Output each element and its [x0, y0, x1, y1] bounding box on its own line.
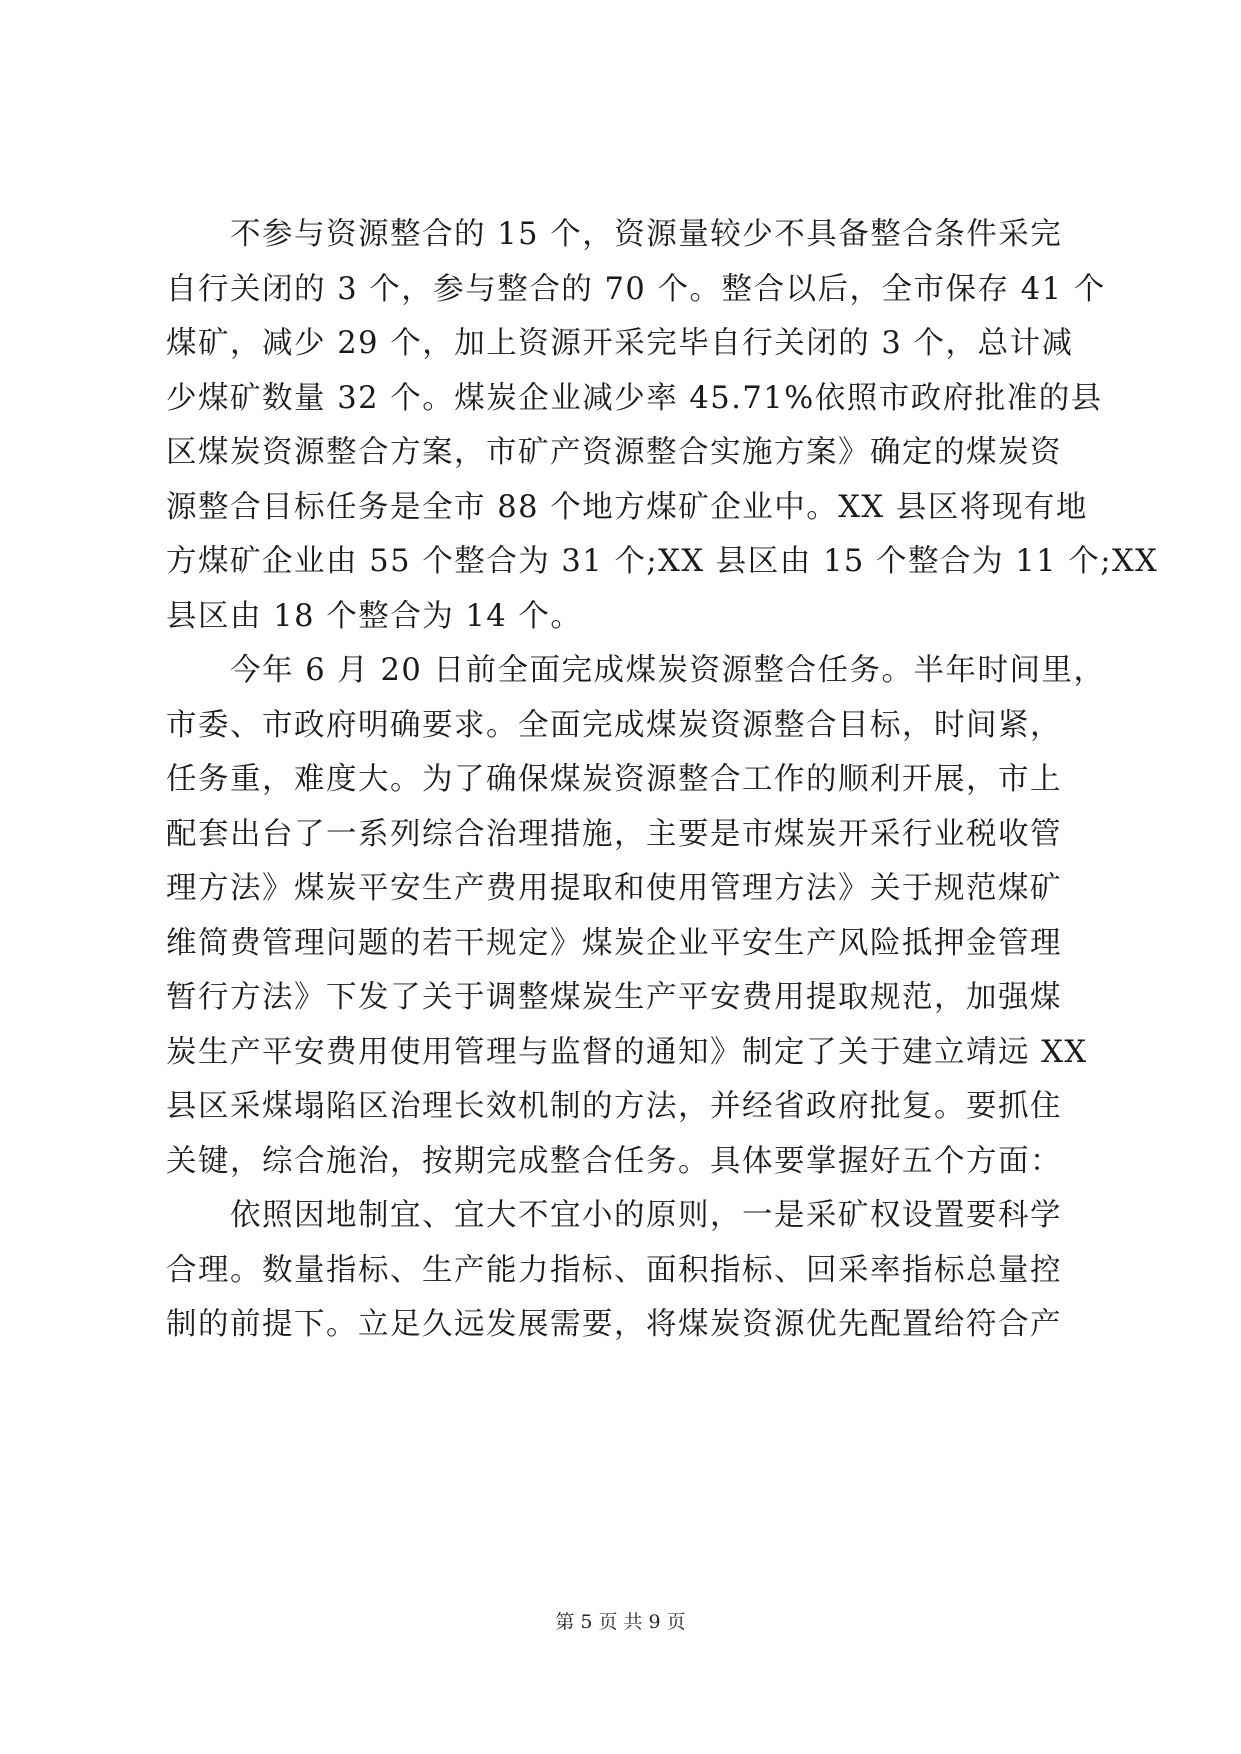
- text-line: 县区采煤塌陷区治理长效机制的方法，并经省政府批复。要抓住: [166, 1089, 1062, 1124]
- text-line: 合理。数量指标、生产能力指标、面积指标、回采率指标总量控: [166, 1252, 1062, 1288]
- text-line: 任务重，难度大。为了确保煤炭资源整合工作的顺利开展，市上: [166, 762, 1062, 797]
- text-line: 市委、市政府明确要求。全面完成煤炭资源整合目标，时间紧，: [166, 707, 1062, 743]
- text-line: 关键，综合施治，按期完成整合任务。具体要掌握好五个方面：: [166, 1143, 1062, 1179]
- page-number-footer: 第 5 页 共 9 页: [555, 1611, 686, 1633]
- document-body: [166, 208, 1159, 1353]
- text-line: 源整合目标任务是全市 88 个地方煤矿企业中。XX 县区将现有地: [166, 489, 1088, 525]
- text-line: 煤矿，减少 29 个，加上资源开采完毕自行关闭的 3 个，总计减: [166, 326, 1074, 361]
- text-line: 炭生产平安费用使用管理与监督的通知》制定了关于建立靖远 XX: [166, 1034, 1088, 1070]
- text-line: 不参与资源整合的 15 个，资源量较少不具备整合条件采完: [230, 217, 1063, 252]
- paragraph-3: [166, 1189, 1076, 1353]
- text-line: 少煤矿数量 32 个。煤炭企业减少率 45.71%依照市政府批准的县: [166, 380, 1103, 416]
- text-line: 自行关闭的 3 个，参与整合的 70 个。整合以后，全市保存 41 个: [166, 271, 1106, 307]
- text-line: 方煤矿企业由 55 个整合为 31 个;XX 县区由 15 个整合为 11 个;XX: [166, 544, 1159, 579]
- text-line: 区煤炭资源整合方案，市矿产资源整合实施方案》确定的煤炭资: [166, 435, 1062, 470]
- text-line: 今年 6 月 20 日前全面完成煤炭资源整合任务。半年时间里，: [230, 653, 1106, 688]
- text-line: 制的前提下。立足久远发展需要，将煤炭资源优先配置给符合产: [166, 1307, 1062, 1342]
- text-line: 依照因地制宜、宜大不宜小的原则，一是采矿权设置要科学: [230, 1198, 1062, 1233]
- paragraph-1: [166, 208, 1159, 644]
- text-line: 暂行方法》下发了关于调整煤炭生产平安费用提取规范，加强煤: [166, 980, 1062, 1015]
- text-line: 理方法》煤炭平安生产费用提取和使用管理方法》关于规范煤矿: [166, 871, 1062, 906]
- text-line: 县区由 18 个整合为 14 个。: [166, 598, 583, 634]
- text-line: 配套出台了一系列综合治理措施，主要是市煤炭开采行业税收管: [166, 816, 1062, 852]
- text-line: 维简费管理问题的若干规定》煤炭企业平安生产风险抵押金管理: [166, 925, 1062, 961]
- paragraph-2: [166, 644, 1106, 1189]
